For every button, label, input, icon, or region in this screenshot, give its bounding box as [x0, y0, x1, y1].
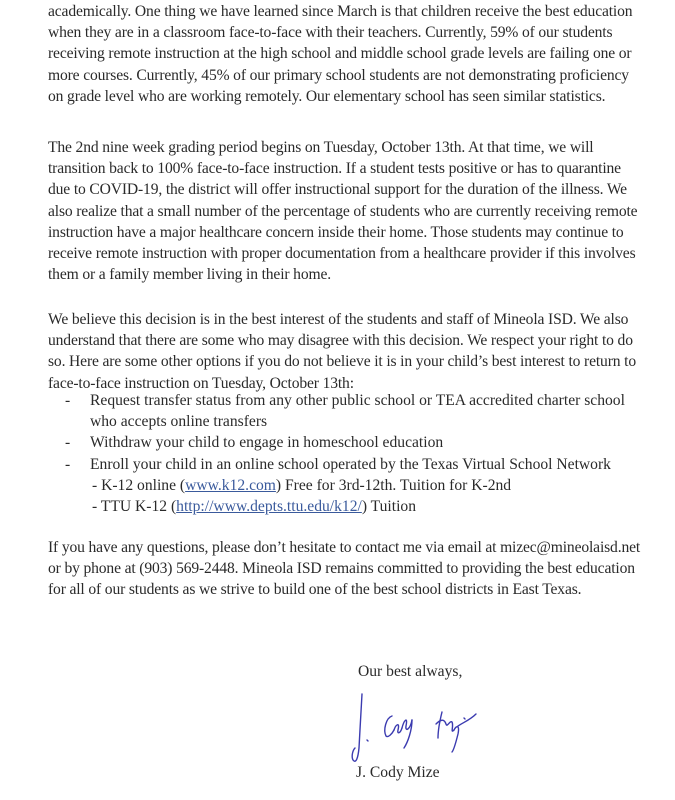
text-line: We believe this decision is in the best interest of the students and staff of Mineola ISD. We also — [48, 311, 629, 328]
sub-option-k12-online — [90, 475, 648, 496]
text-line: face-to-face instruction on Tuesday, October 13th: — [48, 374, 354, 392]
option-homeschool — [48, 432, 648, 453]
text-line: The 2nd nine week grading period begins on Tuesday, October 13th. At that time, we will — [48, 139, 594, 156]
text-line: on grade level who are working remotely. Our elementary school has seen similar statistics. — [48, 87, 606, 105]
text-line: more courses. Currently, 45% of our primary school students are not demonstrating proficiency — [48, 66, 629, 84]
text-line: them or a family member living in their home. — [48, 266, 331, 284]
text-line: academically. One thing we have learned since March is that children receive the best education — [48, 3, 633, 20]
text-line: If you have any questions, please don’t hesitate to contact me via email at mizec@mineolaisd.net — [48, 539, 641, 556]
paragraph-grading-period — [48, 137, 648, 285]
text-line: transition back to 100% face-to-face instruction. If a student tests positive or has to quarantine — [48, 160, 621, 178]
text-line: who accepts online transfers — [90, 413, 268, 431]
text-line: receive remote instruction with proper documentation from a healthcare provider if this involves — [48, 245, 636, 263]
paragraph-contact — [48, 537, 648, 601]
sub-option-prefix: - K-12 online ( — [92, 476, 186, 494]
dash-bullet-icon: - — [65, 392, 71, 409]
paragraph-academics — [48, 1, 648, 107]
text-line: Withdraw your child to engage in homeschool education — [90, 434, 444, 452]
paragraph-decision — [48, 309, 648, 394]
text-line: also realize that a small number of the percentage of students who are currently receiving remote — [48, 202, 638, 220]
text-line: receiving remote instruction at the high school and middle school grade levels are failing one or — [48, 45, 632, 63]
text-line: or by phone at (903) 569-2448. Mineola ISD remains committed to providing the best education — [48, 560, 635, 578]
text-line: for all of our students as we strive to build one of the best school districts in East Texas. — [48, 581, 582, 599]
dash-bullet-icon: - — [65, 455, 71, 473]
closing-salutation: Our best always, — [358, 663, 463, 680]
text-line: understand that there are some who may disagree with this decision. We respect your right to do — [48, 332, 633, 350]
sub-option-suffix: ) Tuition — [361, 498, 417, 516]
ttu-k12-link[interactable]: http://www.depts.ttu.edu/k12/ — [176, 498, 362, 516]
text-line: due to COVID-19, the district will offer instructional support for the duration of the illness. We — [48, 181, 627, 199]
signer-name: J. Cody Mize — [356, 764, 440, 781]
text-line: Request transfer status from any other public school or TEA accredited charter school — [90, 392, 625, 409]
text-line: when they are in a classroom face-to-face with their teachers. Currently, 59% of our students — [48, 24, 613, 42]
option-online-school — [48, 454, 648, 518]
option-transfer — [48, 390, 648, 432]
text-line: instruction have a major healthcare concern inside their home. Those students may continue to — [48, 223, 624, 241]
sub-option-prefix: - TTU K-12 ( — [92, 498, 177, 516]
sub-option-ttu-k12 — [90, 496, 648, 517]
k12-link[interactable]: www.k12.com — [185, 476, 276, 494]
text-line: so. Here are some other options if you do not believe it is in your child’s best interest to return to — [48, 353, 636, 371]
sub-option-suffix: ) Free for 3rd-12th. Tuition for K-2nd — [275, 476, 512, 494]
text-line: Enroll your child in an online school operated by the Texas Virtual School Network — [90, 455, 611, 473]
handwritten-signature-icon — [350, 690, 490, 770]
options-list — [48, 390, 648, 517]
dash-bullet-icon: - — [65, 434, 71, 452]
